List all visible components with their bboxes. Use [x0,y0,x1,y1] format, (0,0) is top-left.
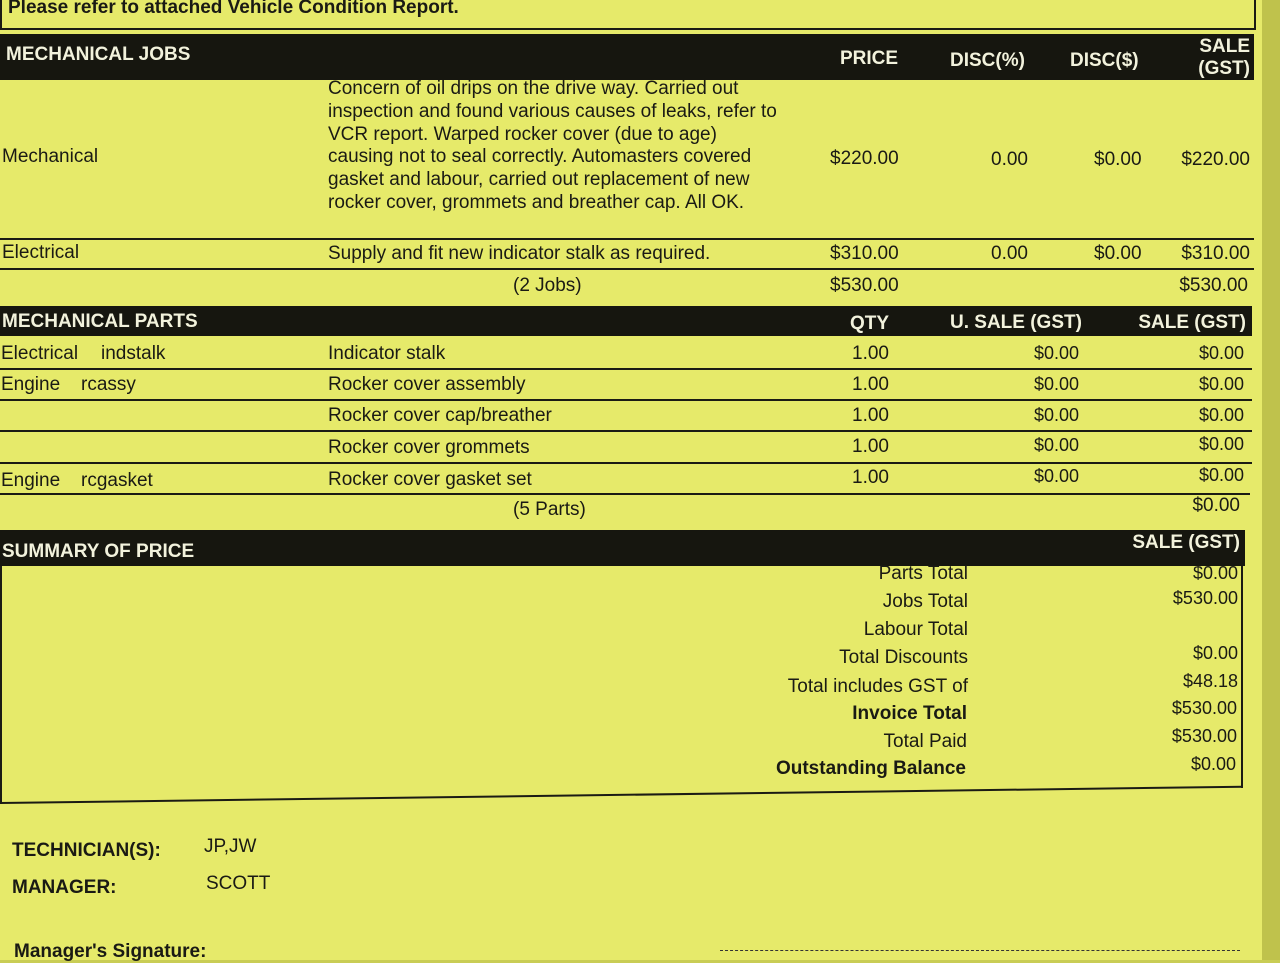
jobs-col-disc-pct: DISC(%) [950,50,1025,71]
job-disc-amt: $0.00 [1094,149,1142,170]
summary-value: $48.18 [1182,671,1238,691]
part-code: rcassy [81,374,136,395]
jobs-col-sale-line1: SALE [1199,36,1250,57]
jobs-sale-total: $530.00 [1179,275,1248,296]
row-divider [0,238,1254,240]
part-qty: 1.00 [852,343,889,364]
part-sale: $0.00 [1198,434,1244,454]
outstanding-balance-label: Outstanding Balance [775,758,966,779]
parts-col-unit-sale: U. SALE (GST) [950,312,1082,333]
part-code: rcgasket [81,470,153,491]
jobs-title: MECHANICAL JOBS [6,44,191,65]
manager-value: SCOTT [206,873,271,894]
part-unit-sale: $0.00 [1034,343,1080,363]
summary-value: $0.00 [1192,563,1238,583]
part-unit-sale: $0.00 [1034,466,1080,486]
row-divider [0,368,1252,370]
part-category: Electrical [1,343,79,364]
parts-col-sale: SALE (GST) [1138,312,1246,333]
part-sale: $0.00 [1198,405,1244,425]
part-description: Rocker cover gasket set [328,469,532,490]
job-sale: $220.00 [1181,149,1250,170]
summary-title: SUMMARY OF PRICE [2,541,195,562]
parts-col-qty: QTY [850,313,890,334]
summary-col-sale: SALE (GST) [1132,532,1240,553]
technician-value: JP,JW [204,836,257,857]
part-code: indstalk [101,343,166,364]
outstanding-balance-value: $0.00 [1190,754,1236,774]
row-divider [0,493,1250,495]
row-divider [0,268,1254,270]
job-category: Electrical [2,242,80,263]
jobs-col-price: PRICE [840,48,899,69]
part-qty: 1.00 [852,436,889,457]
part-qty: 1.00 [852,405,889,426]
part-description: Rocker cover cap/breather [328,405,552,426]
invoice-total-label: Invoice Total [852,703,967,724]
job-sale: $310.00 [1181,243,1250,264]
part-sale: $0.00 [1198,465,1244,485]
signature-line [720,950,1240,951]
jobs-col-sale-line2: (GST) [1198,58,1250,79]
part-unit-sale: $0.00 [1034,374,1080,394]
part-sale: $0.00 [1198,343,1244,363]
part-category: Engine [1,374,61,395]
summary-border-right [1241,566,1243,788]
row-divider [0,430,1252,432]
manager-signature-label: Manager's Signature: [14,941,207,962]
row-divider [0,462,1252,464]
part-unit-sale: $0.00 [1034,435,1080,455]
row-divider [0,399,1252,401]
technician-label: TECHNICIAN(S): [12,840,161,861]
summary-label: Total includes GST of [787,676,968,697]
parts-count: (5 Parts) [513,499,586,520]
summary-value: $0.00 [1192,643,1238,663]
part-qty: 1.00 [852,374,889,395]
summary-border-left [0,566,2,804]
jobs-count: (2 Jobs) [513,275,582,296]
job-disc-pct: 0.00 [991,149,1028,170]
summary-label: Total Discounts [839,647,968,668]
invoice-total-value: $530.00 [1171,698,1237,718]
part-category: Engine [1,470,61,491]
job-description: Concern of oil drips on the drive way. Carried out inspection and found various causes of leaks, refer to VCR report. Warped rocker cover (due to age) causing not to seal correctly. Automasters covered gasket and labour, carried out replacement of new rocker cover, grommets and breather cap. All OK. [328,78,777,213]
part-unit-sale: $0.00 [1034,405,1080,425]
summary-label: Parts Total [878,563,968,584]
summary-label: Labour Total [863,619,968,640]
job-price: $310.00 [830,243,899,264]
summary-value: $530.00 [1171,726,1237,746]
part-description: Rocker cover grommets [328,437,530,458]
job-price: $220.00 [830,148,899,169]
parts-sale-total: $0.00 [1192,495,1240,516]
part-description: Indicator stalk [328,343,446,364]
jobs-price-total: $530.00 [830,275,899,296]
jobs-col-disc-amt: DISC($) [1070,50,1139,71]
summary-label: Jobs Total [882,591,968,612]
job-disc-amt: $0.00 [1094,243,1142,264]
job-description: Supply and fit new indicator stalk as required. [328,243,711,264]
part-sale: $0.00 [1198,374,1244,394]
manager-label: MANAGER: [12,877,117,898]
job-disc-pct: 0.00 [991,243,1028,264]
summary-label: Total Paid [883,731,967,752]
vcr-note: Please refer to attached Vehicle Condition Report. [8,0,459,18]
summary-value: $530.00 [1172,588,1238,608]
paper-edge [1262,0,1280,960]
part-qty: 1.00 [852,467,889,488]
part-description: Rocker cover assembly [328,374,526,395]
parts-title: MECHANICAL PARTS [2,311,198,332]
job-category: Mechanical [2,146,99,167]
